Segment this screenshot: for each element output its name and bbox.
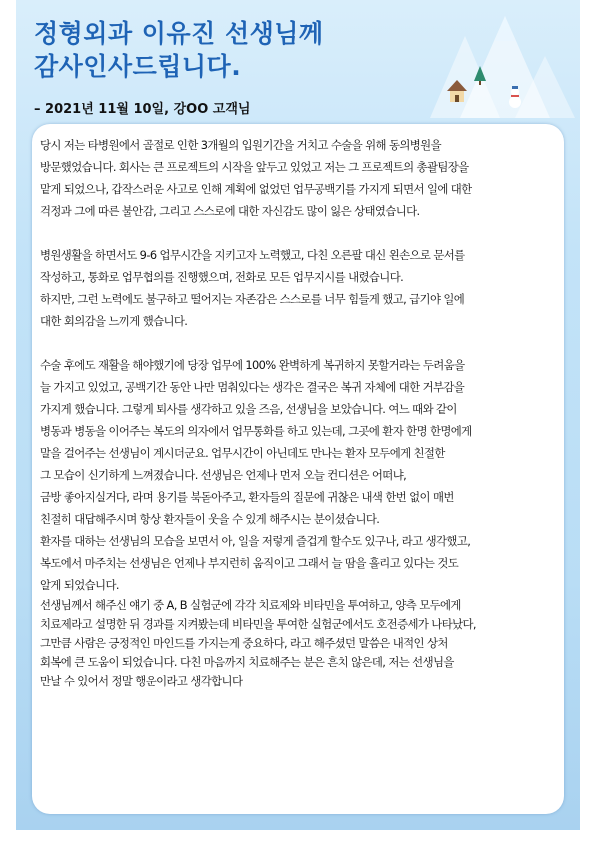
text-line: 당시 저는 타병원에서 골절로 인한 3개월의 입원기간을 거치고 수술을 위해 동의병원을 (40, 138, 441, 152)
text-line: 환자를 대하는 선생님의 모습을 보면서 아, 일을 저렇게 즐겁게 할수도 있구나, 라고 생각했고, (40, 534, 471, 548)
paragraph-1 (40, 134, 568, 222)
text-line: 대한 회의감을 느끼게 했습니다. (40, 314, 188, 328)
text-line: 걱정과 그에 따른 불안감, 그리고 스스로에 대한 자신감도 많이 잃은 상태였습니다. (40, 204, 420, 218)
text-line: 병원생활을 하면서도 9-6 업무시간을 지키고자 노력했고, 다친 오른팔 대신 왼손으로 문서를 (40, 248, 465, 262)
text-line: 알게 되었습니다. (40, 578, 119, 592)
text-line: 치료제라고 설명한 뒤 경과를 지켜봤는데 비타민을 투여한 실험군에서도 호전증세가 나타났다, (40, 617, 476, 631)
text-line: 수술 후에도 재활을 해야했기에 당장 업무에 100% 완벽하게 복귀하지 못할거라는 두려움을 (40, 358, 465, 372)
text-line: 선생님께서 해주신 얘기 중 A, B 실험군에 각각 치료제와 비타민을 투여하고, 양측 모두에게 (40, 598, 461, 612)
paragraph-gap (40, 222, 568, 244)
text-line: 병동과 병동을 이어주는 복도의 의자에서 업무통화를 하고 있는데, 그곳에 환자 한명 한명에게 (40, 424, 472, 438)
subtitle: – 2021년 11월 10일, 강OO 고객님 (34, 102, 251, 117)
text-line: 늘 가지고 있었고, 공백기간 동안 나만 멈춰있다는 생각은 결국은 복귀 자체에 대한 거부감을 (40, 380, 465, 394)
text-line: 맡게 되었으나, 갑작스러운 사고로 인해 계획에 없었던 업무공백기를 가지게 되면서 일에 대한 (40, 182, 472, 196)
winter-illustration (420, 6, 580, 118)
text-line: 친절히 대답해주시며 항상 환자들이 웃을 수 있게 해주시는 분이셨습니다. (40, 512, 380, 526)
paragraph-4 (40, 596, 568, 691)
text-line: 작성하고, 통화로 업무협의를 진행했으며, 전화로 모든 업무지시를 내렸습니다. (40, 270, 404, 284)
text-line: 하지만, 그런 노력에도 불구하고 떨어지는 자존감은 스스로를 너무 힘들게 했고, 급기야 일에 (40, 292, 465, 306)
paragraph-3 (40, 354, 568, 596)
text-line: 말을 걸어주는 선생님이 계시더군요. 업무시간이 아닌데도 만나는 환자 모두에게 친절한 (40, 446, 445, 460)
text-line: 그 모습이 신기하게 느껴졌습니다. 선생님은 언제나 먼저 오늘 컨디션은 어떠냐, (40, 468, 407, 482)
text-line: 방문했었습니다. 회사는 큰 프로젝트의 시작을 앞두고 있었고 저는 그 프로젝트의 총괄팀장을 (40, 160, 469, 174)
text-line: 복도에서 마주치는 선생님은 언제나 부지런히 움직이고 그래서 늘 땀을 흘리고 있다는 것도 (40, 556, 459, 570)
title-line-2: 감사인사드립니다. (34, 52, 242, 81)
letter-body (40, 134, 568, 691)
page-title (34, 17, 324, 83)
text-line: 회복에 큰 도움이 되었습니다. 다친 마음까지 치료해주는 분은 흔치 않은데, 저는 선생님을 (40, 655, 454, 669)
text-line: 만날 수 있어서 정말 행운이라고 생각합니다 (40, 674, 243, 688)
text-line: 그만큼 사람은 긍정적인 마인드를 가지는게 중요하다, 라고 해주셨던 말씀은 내적인 상처 (40, 636, 448, 650)
title-line-1: 정형외과 이유진 선생님께 (34, 19, 324, 48)
paragraph-gap (40, 332, 568, 354)
text-line: 가지게 했습니다. 그렇게 퇴사를 생각하고 있을 즈음, 선생님을 보았습니다. 여느 때와 같이 (40, 402, 457, 416)
paragraph-2 (40, 244, 568, 332)
text-line: 금방 좋아지실거다, 라며 용기를 북돋아주고, 환자들의 질문에 귀찮은 내색 한번 없이 매번 (40, 490, 454, 504)
